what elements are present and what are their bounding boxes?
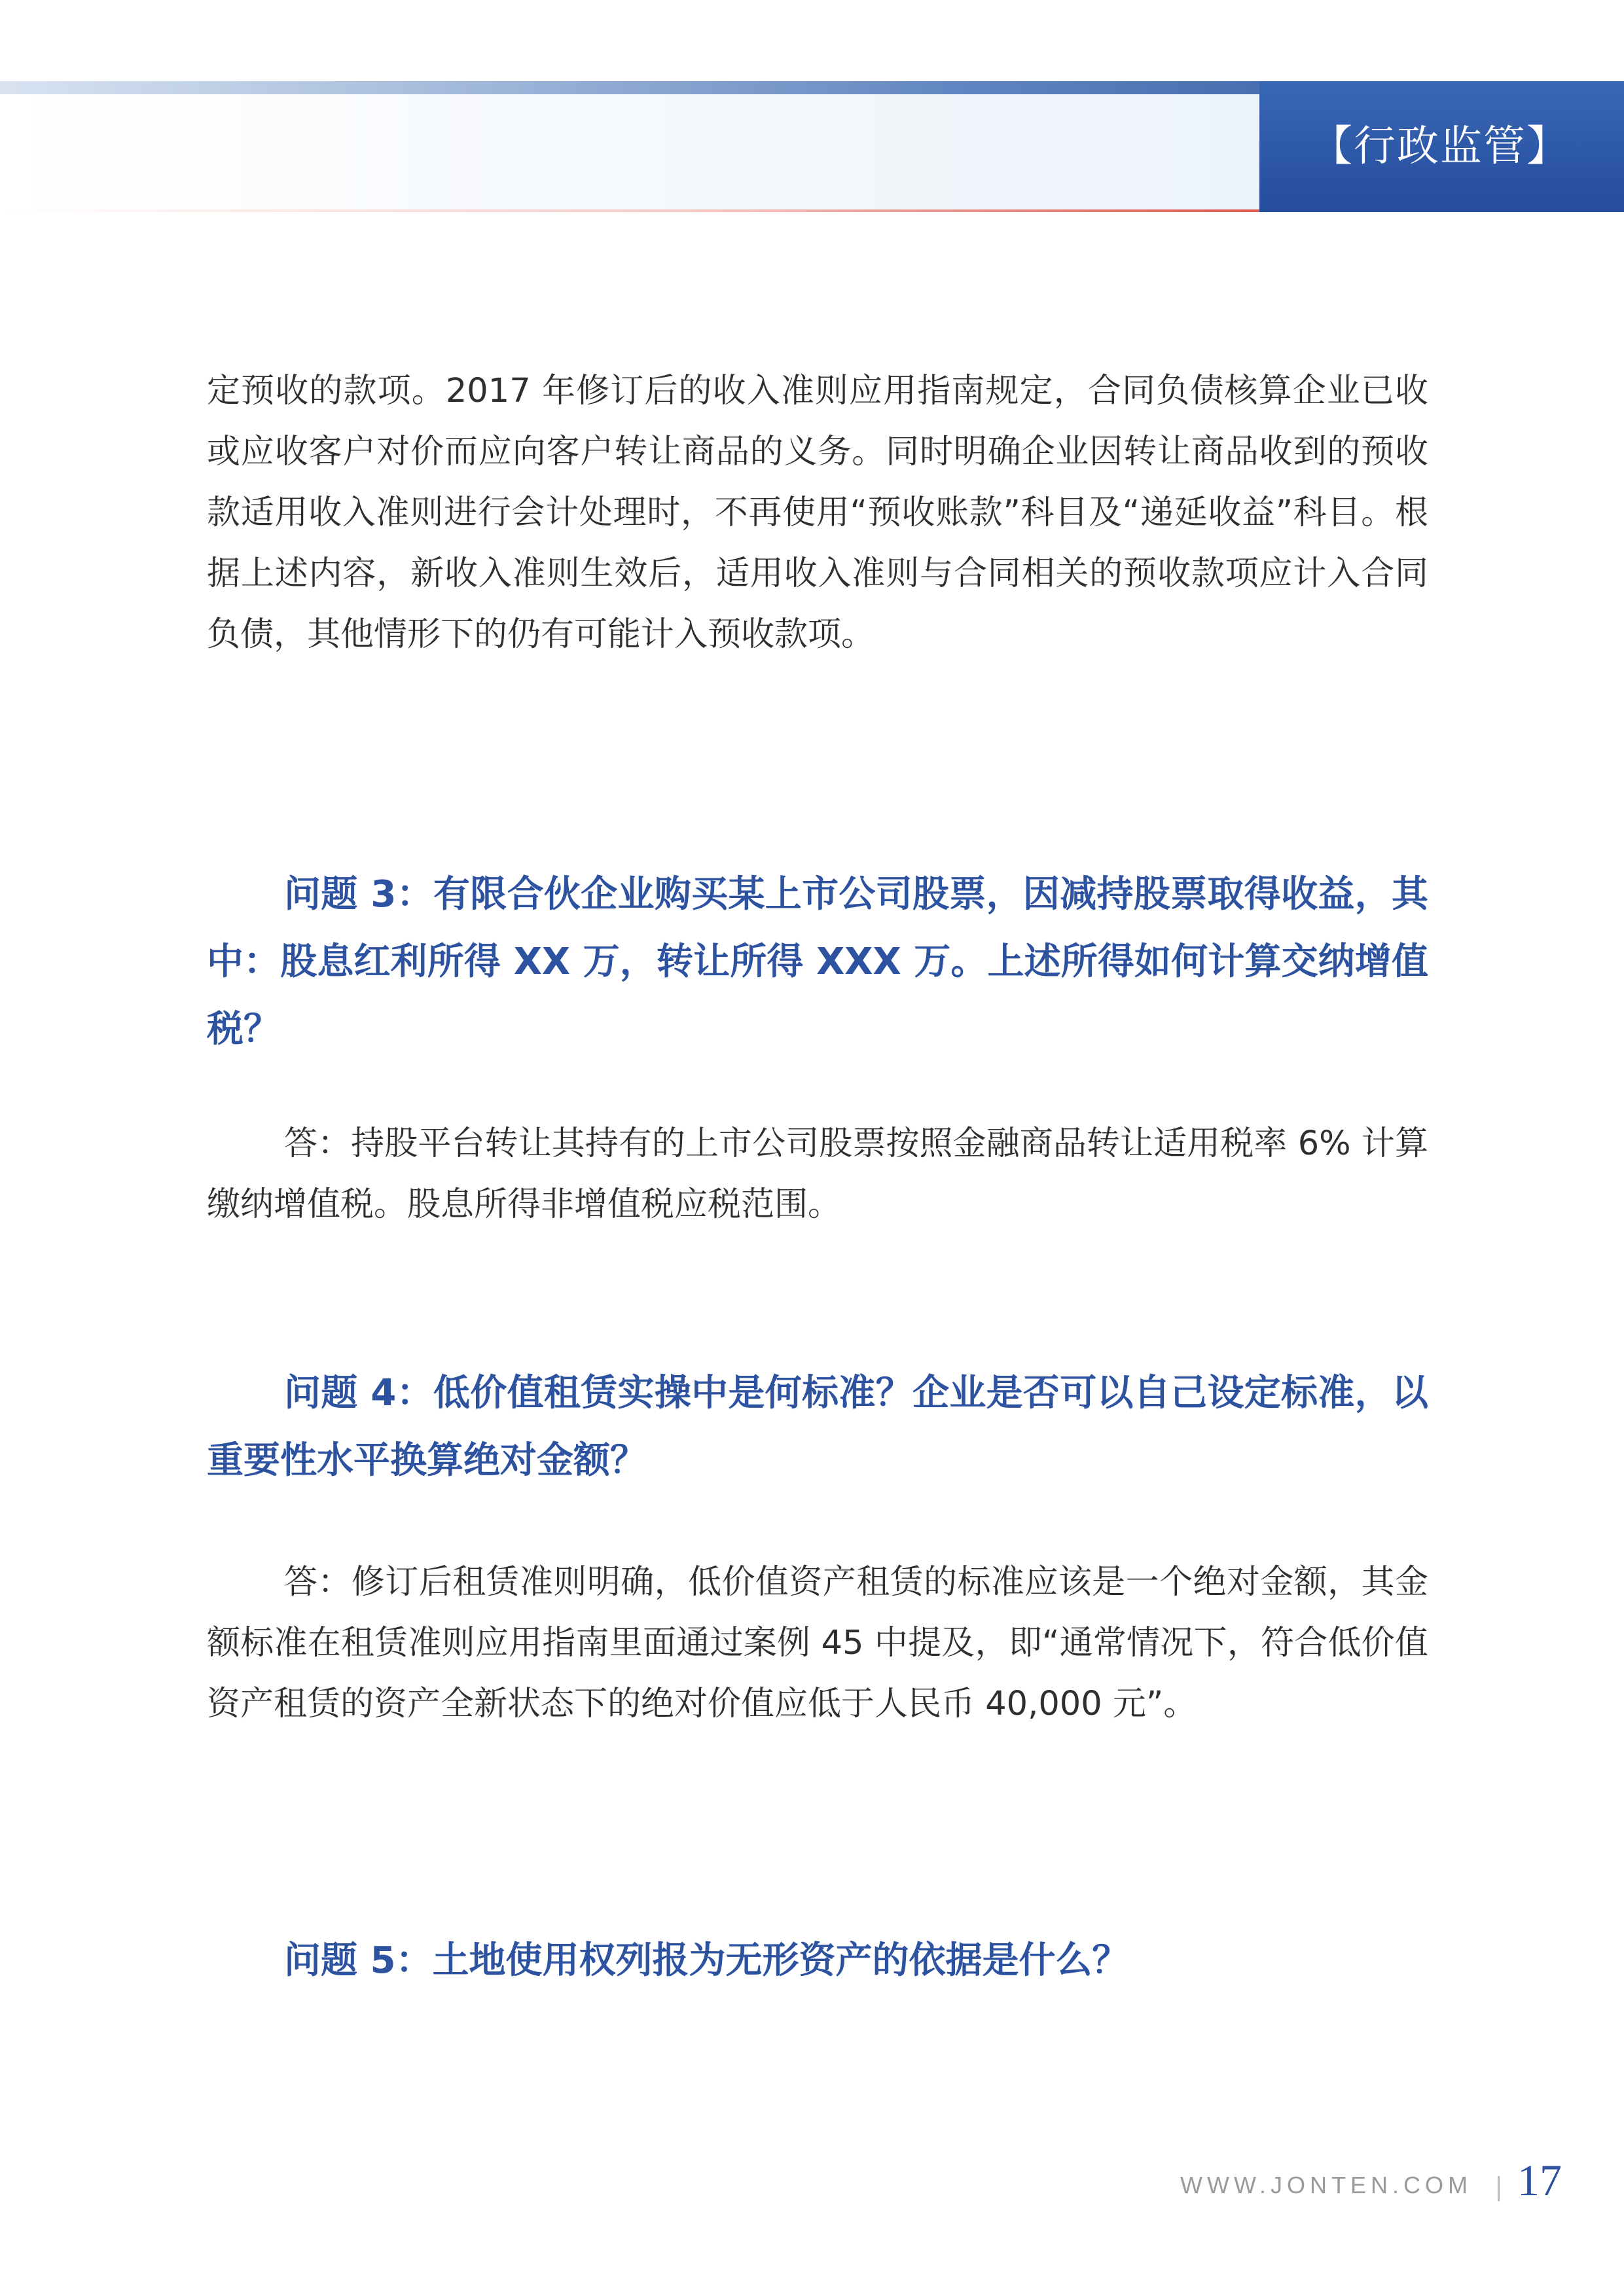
footer-divider (1498, 2176, 1500, 2201)
question-3: 问题 3：有限合伙企业购买某上市公司股票，因减持股票取得收益，其中：股息红利所得 XX 万，转让所得 XXX 万。上述所得如何计算交纳增值税？ (207, 873, 1428, 1050)
page-number: 17 (1517, 2155, 1562, 2205)
header-band (0, 94, 1259, 209)
footer-website: WWW.JONTEN.COM (1180, 2172, 1472, 2198)
answer-4: 答：修订后租赁准则明确，低价值资产租赁的标准应该是一个绝对金额，其金额标准在租赁准则应用指南里面通过案例 45 中提及，即“通常情况下，符合低价值资产租赁的资产全新状态下的绝对价值应低于人民币 40,000 元”。 (207, 1563, 1428, 1723)
intro-paragraph: 定预收的款项。2017 年修订后的收入准则应用指南规定，合同负债核算企业已收或应收客户对价而应向客户转让商品的义务。同时明确企业因转让商品收到的预收款适用收入准则进行会计处理时，不再使用“预收账款”科目及“递延收益”科目。根据上述内容，新收入准则生效后，适用收入准则与合同相关的预收款项应计入合同负债，其他情形下的仍有可能计入预收款项。 (207, 372, 1428, 654)
header-accent-line (0, 209, 1259, 212)
answer-3: 答：持股平台转让其持有的上市公司股票按照金融商品转让适用税率 6% 计算缴纳增值税。股息所得非增值税应税范围。 (207, 1124, 1428, 1224)
question-5: 问题 5：土地使用权列报为无形资产的依据是什么？ (284, 1939, 1129, 1982)
question-4: 问题 4：低价值租赁实操中是何标准？企业是否可以自己设定标准，以重要性水平换算绝对金额？ (207, 1372, 1428, 1482)
section-label: 【行政监管】 (1259, 81, 1624, 212)
